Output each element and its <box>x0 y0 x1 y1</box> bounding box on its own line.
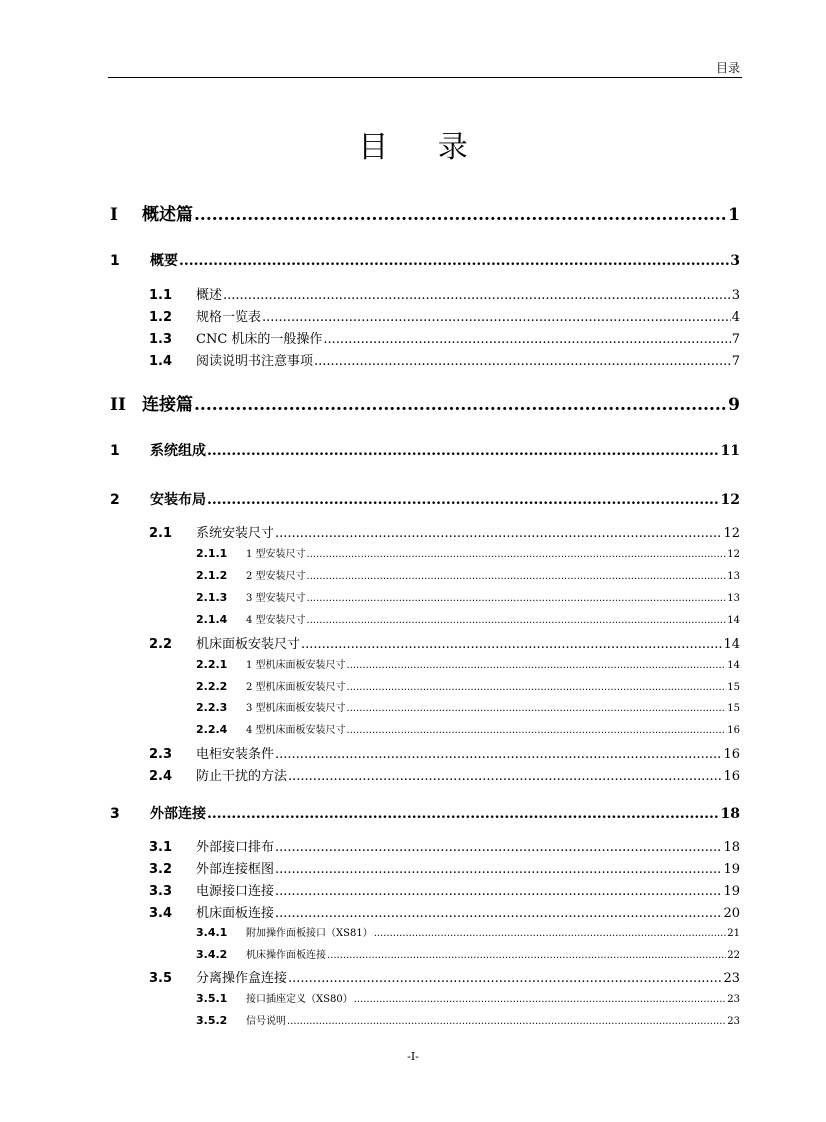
toc-entry-label: 1 型安装尺寸 <box>246 549 306 560</box>
toc-dot-leader <box>207 806 720 822</box>
toc-dot-leader <box>275 840 722 855</box>
toc-entry-label: CNC 机床的一般操作 <box>196 332 323 347</box>
toc-entry-label: 机床操作面板连接 <box>246 950 326 961</box>
toc-entry-sec[interactable] <box>149 633 740 652</box>
toc-entry-sec[interactable] <box>149 328 740 347</box>
toc-entry-page: 1 <box>728 205 740 225</box>
toc-dot-leader <box>179 253 729 269</box>
toc-entry-label: 连接篇 <box>142 395 193 415</box>
toc-dot-leader <box>374 928 727 939</box>
toc-entry-sub[interactable] <box>196 924 740 939</box>
toc-entry-number: 3.4.1 <box>196 926 228 939</box>
toc-entry-sub[interactable] <box>196 721 740 736</box>
toc-entry-label: 2 型机床面板安装尺寸 <box>246 682 346 693</box>
toc-entry-sec[interactable] <box>149 306 740 325</box>
toc-entry-number: 3.2 <box>149 862 173 877</box>
toc-entry-page: 19 <box>723 862 740 877</box>
toc-entry-sub[interactable] <box>196 699 740 714</box>
toc-entry-number: 1 <box>110 253 120 269</box>
toc-entry-label: 外部接口排布 <box>196 840 275 855</box>
toc-dot-leader <box>275 906 722 921</box>
toc-entry-sec[interactable] <box>149 902 740 921</box>
toc-dot-leader <box>307 549 727 560</box>
toc-entry-number: 2 <box>110 492 120 508</box>
toc-entry-page: 15 <box>727 703 740 714</box>
toc-entry-page: 3 <box>730 253 740 269</box>
toc-entry-sec[interactable] <box>149 765 740 784</box>
toc-entry-label: 概述 <box>196 288 223 303</box>
toc-dot-leader <box>275 526 722 541</box>
toc-entry-part[interactable] <box>110 200 740 225</box>
toc-entry-label: 4 型安装尺寸 <box>246 615 306 626</box>
toc-entry-number: 3.5 <box>149 971 173 986</box>
toc-entry-sub[interactable] <box>196 611 740 626</box>
toc-dot-leader <box>207 492 720 508</box>
toc-entry-sub[interactable] <box>196 589 740 604</box>
toc-entry-sec[interactable] <box>149 522 740 541</box>
toc-entry-page: 14 <box>727 615 740 626</box>
toc-entry-number: 2.2.4 <box>196 723 228 736</box>
toc-entry-page: 14 <box>723 637 740 652</box>
toc-entry-sub[interactable] <box>196 946 740 961</box>
toc-dot-leader <box>347 660 727 671</box>
toc-dot-leader <box>194 205 727 225</box>
toc-entry-number: 1.1 <box>149 288 173 303</box>
toc-entry-label: 3 型机床面板安装尺寸 <box>246 703 346 714</box>
toc-entry-page: 14 <box>727 660 740 671</box>
toc-entry-number: 1.3 <box>149 332 173 347</box>
toc-entry-page: 22 <box>727 950 740 961</box>
toc-dot-leader <box>275 862 722 877</box>
toc-entry-number: 1 <box>110 443 120 459</box>
toc-entry-label: 系统组成 <box>150 443 206 459</box>
toc-entry-sub[interactable] <box>196 678 740 693</box>
toc-entry-number: II <box>110 395 126 415</box>
toc-dot-leader <box>287 1016 726 1027</box>
toc-entry-number: 3.4.2 <box>196 948 228 961</box>
toc-entry-page: 23 <box>723 971 740 986</box>
toc-entry-number: 1.4 <box>149 354 173 369</box>
toc-entry-ch[interactable] <box>110 489 740 509</box>
toc-dot-leader <box>262 310 731 325</box>
header-rule <box>108 77 742 78</box>
toc-entry-page: 13 <box>727 593 740 604</box>
toc-dot-leader <box>327 950 726 961</box>
toc-entry-label: 分离操作盒连接 <box>196 971 288 986</box>
toc-entry-number: 2.1.1 <box>196 547 228 560</box>
toc-entry-page: 7 <box>731 354 740 369</box>
toc-entry-number: 2.1 <box>149 526 173 541</box>
toc-entry-label: 电柜安装条件 <box>196 747 275 762</box>
toc-dot-leader <box>307 571 727 582</box>
toc-entry-page: 11 <box>720 443 740 459</box>
toc-dot-leader <box>288 769 722 784</box>
toc-entry-number: 2.2.3 <box>196 701 228 714</box>
toc-dot-leader <box>307 615 727 626</box>
toc-entry-sec[interactable] <box>149 880 740 899</box>
toc-entry-number: 2.2.1 <box>196 658 228 671</box>
toc-entry-page: 23 <box>727 994 740 1005</box>
toc-entry-page: 23 <box>727 1016 740 1027</box>
toc-entry-number: 2.1.3 <box>196 591 228 604</box>
toc-entry-label: 阅读说明书注意事项 <box>196 354 314 369</box>
toc-entry-page: 12 <box>727 549 740 560</box>
toc-entry-label: 信号说明 <box>246 1016 286 1027</box>
toc-entry-number: 3.4 <box>149 906 173 921</box>
toc-dot-leader <box>207 443 720 459</box>
toc-entry-sec[interactable] <box>149 284 740 303</box>
toc-entry-number: 3 <box>110 806 120 822</box>
toc-entry-page: 4 <box>731 310 740 325</box>
toc-entry-label: 概要 <box>150 253 178 269</box>
toc-dot-leader <box>347 703 727 714</box>
toc-entry-page: 20 <box>723 906 740 921</box>
toc-entry-page: 9 <box>728 395 740 415</box>
toc-entry-number: 3.5.1 <box>196 992 228 1005</box>
toc-entry-sub[interactable] <box>196 545 740 560</box>
toc-entry-number: 3.3 <box>149 884 173 899</box>
toc-entry-number: 2.1.4 <box>196 613 228 626</box>
toc-entry-page: 12 <box>723 526 740 541</box>
toc-dot-leader <box>307 593 727 604</box>
toc-entry-page: 3 <box>731 288 740 303</box>
toc-entry-label: 3 型安装尺寸 <box>246 593 306 604</box>
toc-entry-sub[interactable] <box>196 567 740 582</box>
toc-dot-leader <box>323 332 730 347</box>
toc-entry-page: 18 <box>720 806 740 822</box>
toc-entry-number: 2.4 <box>149 769 173 784</box>
toc-dot-leader <box>194 395 727 415</box>
toc-entry-sec[interactable] <box>149 350 740 369</box>
toc-entry-page: 16 <box>723 747 740 762</box>
toc-entry-page: 19 <box>723 884 740 899</box>
toc-entry-page: 21 <box>727 928 740 939</box>
toc-entry-sec[interactable] <box>149 858 740 877</box>
toc-entry-page: 15 <box>727 682 740 693</box>
toc-entry-sub[interactable] <box>196 990 740 1005</box>
toc-entry-label: 4 型机床面板安装尺寸 <box>246 725 346 736</box>
toc-dot-leader <box>347 725 727 736</box>
toc-dot-leader <box>347 682 727 693</box>
toc-entry-number: 2.2 <box>149 637 173 652</box>
toc-dot-leader <box>314 354 731 369</box>
toc-entry-sec[interactable] <box>149 743 740 762</box>
toc-entry-label: 安装布局 <box>150 492 206 508</box>
toc-entry-label: 规格一览表 <box>196 310 262 325</box>
toc-entry-number: I <box>110 205 118 225</box>
toc-entry-number: 2.1.2 <box>196 569 228 582</box>
toc-entry-label: 系统安装尺寸 <box>196 526 275 541</box>
toc-entry-label: 外部连接框图 <box>196 862 275 877</box>
toc-entry-label: 外部连接 <box>150 806 206 822</box>
toc-entry-label: 附加操作面板接口（XS81） <box>246 928 373 939</box>
toc-entry-number: 2.2.2 <box>196 680 228 693</box>
toc-entry-page: 16 <box>727 725 740 736</box>
toc-dot-leader <box>288 971 722 986</box>
toc-entry-label: 1 型机床面板安装尺寸 <box>246 660 346 671</box>
toc-entry-number: 1.2 <box>149 310 173 325</box>
toc-entry-page: 7 <box>731 332 740 347</box>
toc-entry-sub[interactable] <box>196 656 740 671</box>
toc-dot-leader <box>354 994 727 1005</box>
toc-entry-ch[interactable] <box>110 803 740 823</box>
toc-entry-number: 3.5.2 <box>196 1014 228 1027</box>
toc-entry-label: 机床面板安装尺寸 <box>196 637 301 652</box>
toc-dot-leader <box>275 747 722 762</box>
toc-entry-part[interactable] <box>110 390 740 415</box>
toc-dot-leader <box>301 637 722 652</box>
toc-entry-ch[interactable] <box>110 250 740 270</box>
toc-entry-page: 16 <box>723 769 740 784</box>
page-number: -I- <box>407 1050 419 1063</box>
toc-entry-label: 机床面板连接 <box>196 906 275 921</box>
toc-entry-label: 2 型安装尺寸 <box>246 571 306 582</box>
toc-entry-label: 防止干扰的方法 <box>196 769 288 784</box>
toc-entry-page: 18 <box>723 840 740 855</box>
toc-entry-sub[interactable] <box>196 1012 740 1027</box>
toc-entry-number: 3.1 <box>149 840 173 855</box>
toc-entry-label: 电源接口连接 <box>196 884 275 899</box>
toc-dot-leader <box>223 288 731 303</box>
toc-entry-sec[interactable] <box>149 836 740 855</box>
page-title: 目 录 <box>358 130 488 165</box>
toc-entry-sec[interactable] <box>149 967 740 986</box>
toc-entry-label: 概述篇 <box>142 205 193 225</box>
toc-entry-number: 2.3 <box>149 747 173 762</box>
toc-entry-ch[interactable] <box>110 440 740 460</box>
header-title: 目录 <box>715 61 740 75</box>
toc-entry-label: 接口插座定义（XS80） <box>246 994 353 1005</box>
toc-entry-page: 13 <box>727 571 740 582</box>
toc-entry-page: 12 <box>720 492 740 508</box>
toc-dot-leader <box>275 884 722 899</box>
